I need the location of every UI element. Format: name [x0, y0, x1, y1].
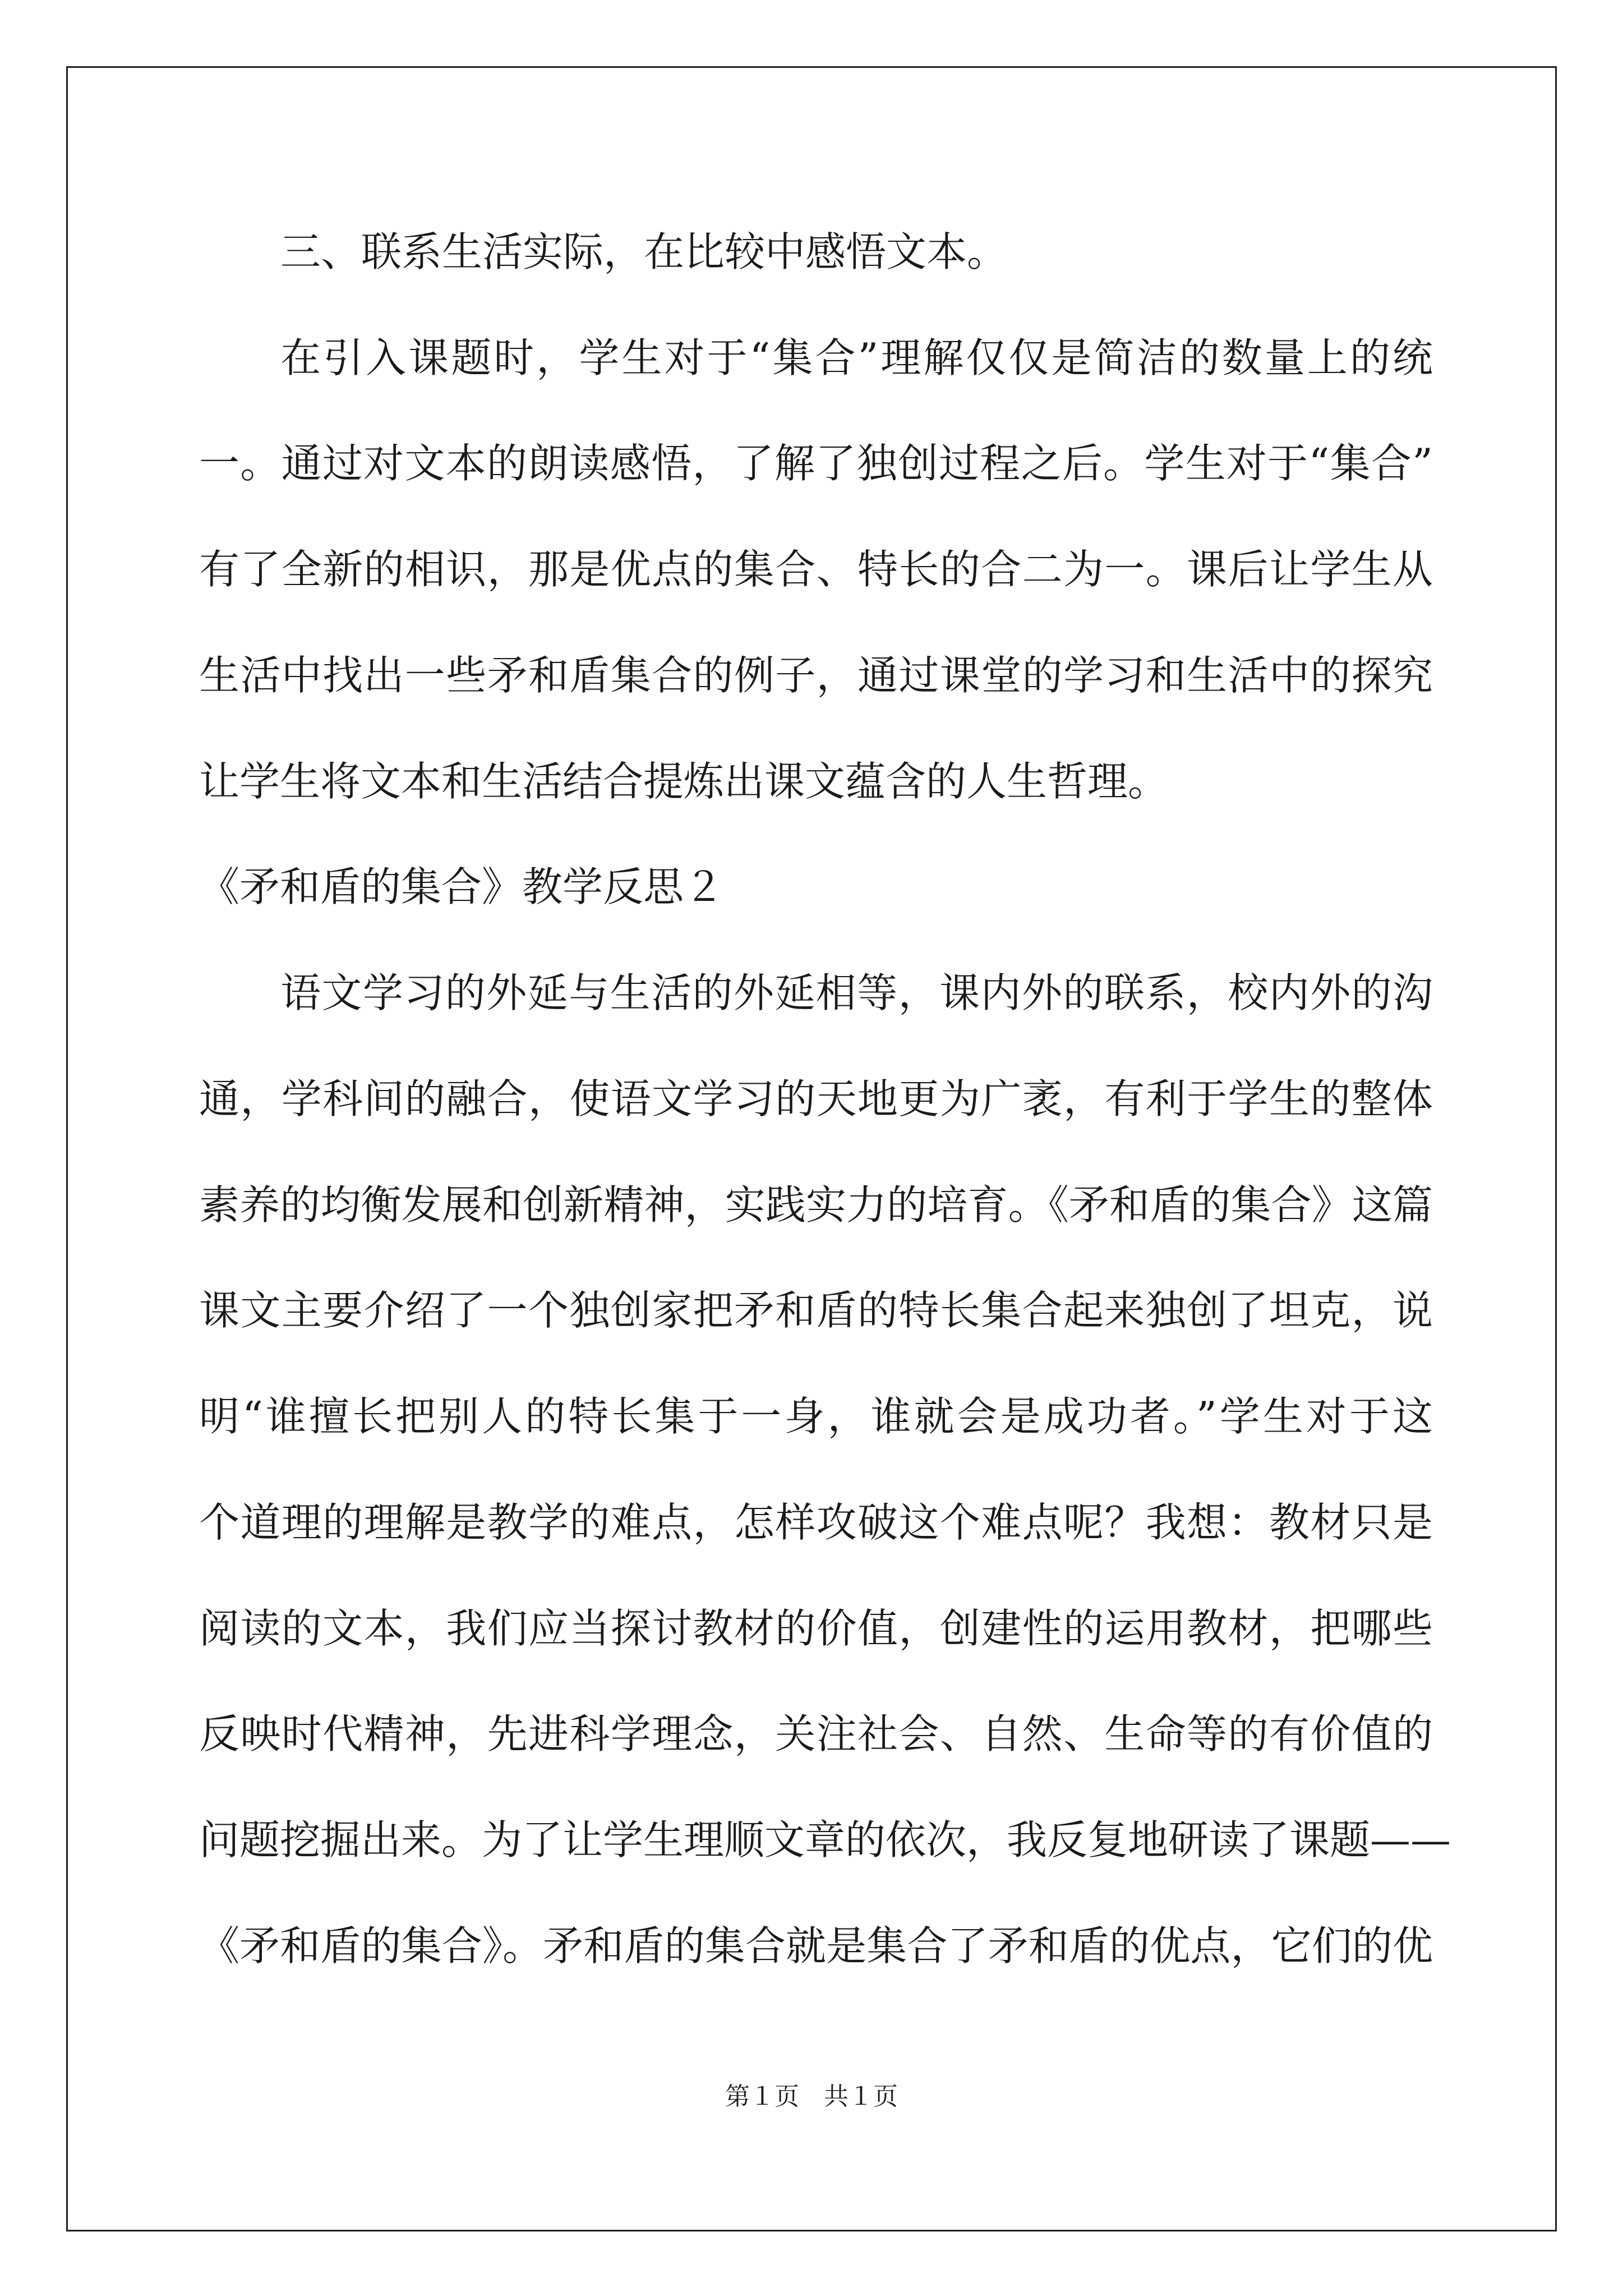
- section-heading: 《矛和盾的集合》教学反思２: [199, 863, 725, 910]
- paragraph-line: 课文主要介绍了一个独创家把矛和盾的特长集合起来独创了坦克，说: [199, 1287, 1433, 1334]
- page-border: [66, 66, 1557, 2231]
- paragraph-line: 明“谁擅长把别人的特长集于一身，谁就会是成功者。”学生对于这: [199, 1393, 1433, 1440]
- paragraph-line: 让学生将文本和生活结合提炼出课文蕴含的人生哲理。: [199, 758, 1169, 805]
- paragraph-line: 阅读的文本，我们应当探讨教材的价值，创建性的运用教材，把哪些: [199, 1605, 1433, 1652]
- paragraph-line: 素养的均衡发展和创新精神，实践实力的培育。《矛和盾的集合》这篇: [199, 1181, 1433, 1228]
- paragraph-line: 有了全新的相识，那是优点的集合、特长的合二为一。课后让学生从: [199, 546, 1433, 593]
- paragraph-line: 反映时代精神，先进科学理念，关注社会、自然、生命等的有价值的: [199, 1710, 1433, 1757]
- paragraph-line: 语文学习的外延与生活的外延相等，课内外的联系，校内外的沟: [280, 969, 1433, 1016]
- paragraph-line: 三、联系生活实际，在比较中感悟文本。: [280, 228, 1008, 275]
- paragraph-line: 通，学科间的融合，使语文学习的天地更为广袤，有利于学生的整体: [199, 1075, 1433, 1122]
- paragraph-line: 个道理的理解是教学的难点，怎样攻破这个难点呢？我想：教材只是: [199, 1499, 1433, 1546]
- paragraph-line: 一。通过对文本的朗读感悟，了解了独创过程之后。学生对于“集合”: [199, 440, 1433, 487]
- page-footer: 第１页 共１页: [725, 2082, 898, 2111]
- paragraph-line: 生活中找出一些矛和盾集合的例子，通过课堂的学习和生活中的探究: [199, 652, 1433, 699]
- paragraph-line: 《矛和盾的集合》。矛和盾的集合就是集合了矛和盾的优点，它们的优: [199, 1922, 1433, 1970]
- paragraph-line: 在引入课题时，学生对于“集合”理解仅仅是简洁的数量上的统: [280, 334, 1433, 381]
- paragraph-line: 问题挖掘出来。为了让学生理顺文章的依次，我反复地研读了课题——: [199, 1816, 1451, 1864]
